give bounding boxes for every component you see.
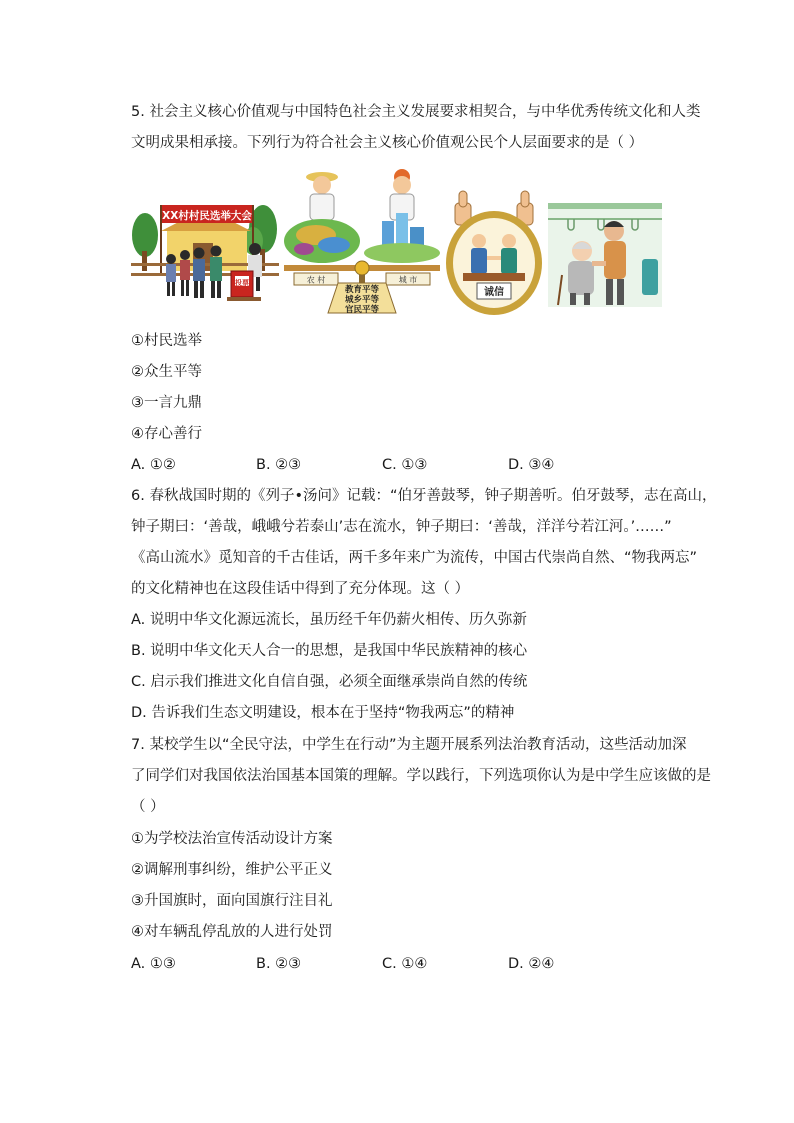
q7-option-b[interactable]: B. ②③ (256, 956, 302, 972)
q5-item-1: ①村民选举 (131, 333, 202, 349)
election-banner-text: XX村村民选举大会 (162, 210, 252, 222)
balance-plate-urban: 城 市 (398, 275, 418, 285)
q5-item-3: ③一言九鼎 (131, 395, 202, 411)
q5-item-2: ②众生平等 (131, 364, 202, 380)
integrity-handshake-illustration (443, 163, 545, 318)
q7-item-2: ②调解刑事纠纷，维护公平正义 (131, 862, 333, 878)
q5-option-d[interactable]: D. ③④ (508, 457, 555, 473)
q7-option-d[interactable]: D. ②④ (508, 956, 555, 972)
q7-item-4: ④对车辆乱停乱放的人进行处罚 (131, 924, 333, 940)
village-election-illustration (131, 163, 279, 318)
q6-stem-line-1: 6. 春秋战国时期的《列子•汤问》记载：“伯牙善鼓琴，钟子期善听。伯牙鼓琴，志在高山， (131, 488, 717, 504)
balance-plate-rural: 农 村 (306, 275, 326, 285)
q7-item-3: ③升国旗时，面向国旗行注目礼 (131, 893, 333, 909)
q7-item-1: ①为学校法治宣传活动设计方案 (131, 831, 333, 847)
q6-option-b[interactable]: B. 说明中华文化天人合一的思想，是我国中华民族精神的核心 (131, 643, 528, 659)
helping-elderly-illustration (548, 163, 662, 318)
balance-sign-line-3: 官民平等 (344, 305, 380, 315)
q6-stem-line-4: 的文化精神也在这段佳话中得到了充分体现。这（ ） (131, 581, 470, 597)
q5-stem-line-1: 5. 社会主义核心价值观与中国特色社会主义发展要求相契合，与中华优秀传统文化和人类 (131, 104, 701, 120)
q6-option-d[interactable]: D. 告诉我们生态文明建设，根本在于坚持“物我两忘”的精神 (131, 705, 515, 721)
q6-option-a[interactable]: A. 说明中华文化源远流长，虽历经千年仍薪火相传、历久弥新 (131, 612, 527, 628)
q6-stem-line-2: 钟子期曰：‘善哉，峨峨兮若泰山’志在流水，钟子期曰：‘善哉，洋洋兮若江河。’……” (131, 519, 672, 535)
ballot-box-label: 投票 (235, 279, 249, 287)
q6-stem-line-3: 《高山流水》觅知音的千古佳话，两千多年来广为流传，中国古代崇尚自然、“物我两忘” (131, 550, 698, 566)
q6-option-c[interactable]: C. 启示我们推进文化自信自强，必须全面继承崇尚自然的传统 (131, 674, 528, 690)
q5-option-c[interactable]: C. ①③ (382, 457, 428, 473)
q7-stem-line-3: （ ） (131, 799, 165, 815)
q5-option-a[interactable]: A. ①② (131, 457, 176, 473)
balance-sign-line-2: 城乡平等 (344, 295, 380, 305)
q7-stem-line-1: 7. 某校学生以“全民守法，中学生在行动”为主题开展系列法治教育活动，这些活动加深 (131, 737, 687, 753)
q7-option-a[interactable]: A. ①③ (131, 956, 176, 972)
q5-item-4: ④存心善行 (131, 426, 202, 442)
equality-balance-illustration (282, 163, 440, 318)
q5-option-b[interactable]: B. ②③ (256, 457, 302, 473)
balance-sign-line-1: 教育平等 (344, 285, 380, 295)
q7-option-c[interactable]: C. ①④ (382, 956, 428, 972)
q5-stem-line-2: 文明成果相承接。下列行为符合社会主义核心价值观公民个人层面要求的是（ ） (131, 135, 644, 151)
q7-stem-line-2: 了同学们对我国依法治国基本国策的理解。学以践行，下列选项你认为是中学生应该做的是 (131, 768, 711, 784)
integrity-sign-text: 诚信 (484, 287, 504, 298)
